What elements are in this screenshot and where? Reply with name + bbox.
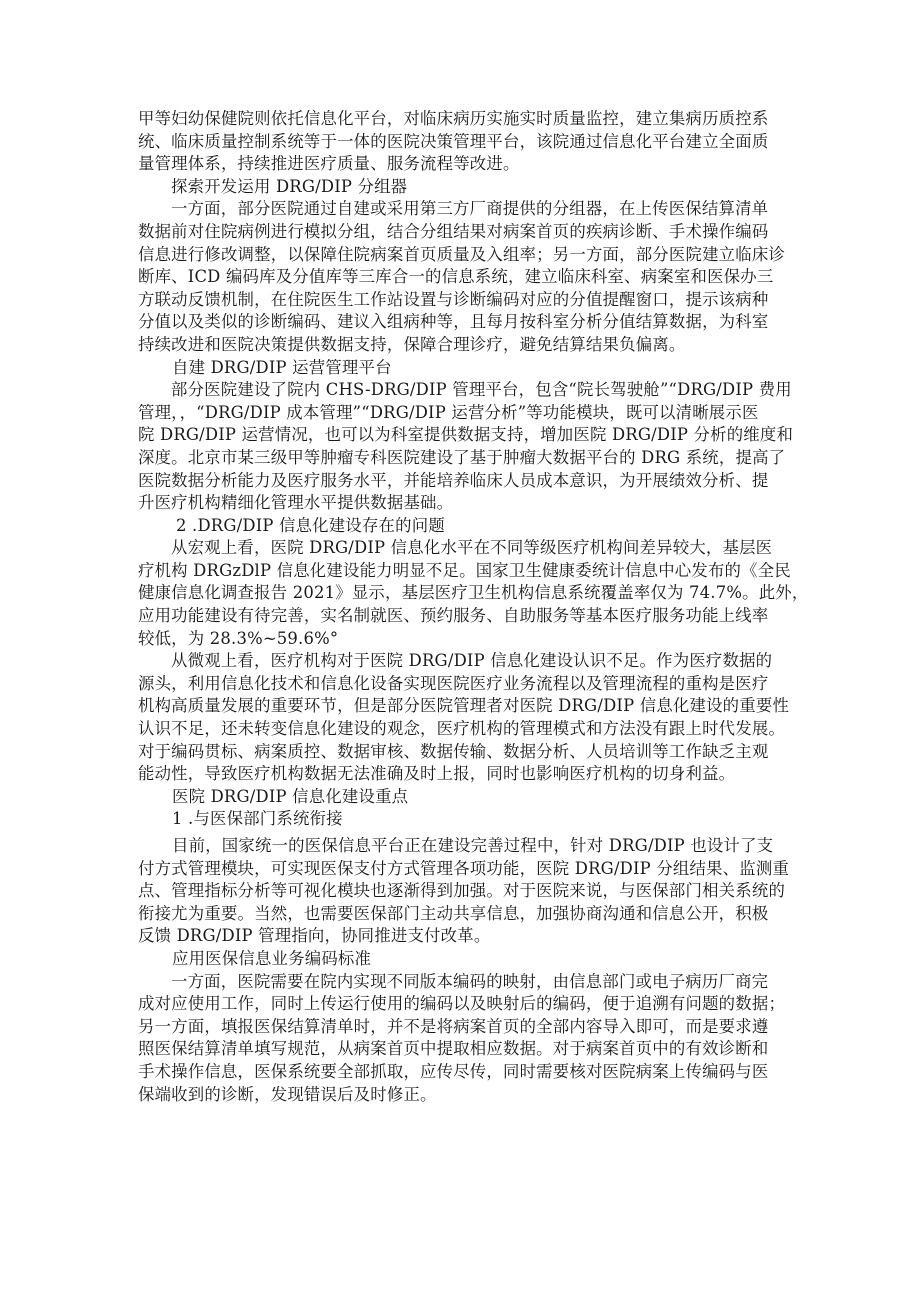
text-line: 较低，为 28.3%~59.6%° [138, 628, 339, 648]
paragraph [138, 537, 809, 650]
subsection-heading: 1 .与医保部门系统衔接 [172, 809, 343, 829]
text-line: 管理，，“DRG/DIP 成本管理”“DRG/DIP 运营分析”等功能模块，既可以清晰展示医 [138, 402, 759, 422]
text-line: 医院数据分析能力及医疗服务水平，并能培养临床人员成本意识，为开展绩效分析、提 [138, 470, 769, 490]
text-line: 机构高质量发展的重要环节，但是部分医院管理者对医院 DRG/DIP 信息化建设的重要性 [138, 696, 790, 716]
text-line: 能动性，导致医疗机构数据无法准确及时上报，同时也影响医疗机构的切身利益。 [138, 764, 736, 784]
text-line: 成对应使用工作，同时上传运行使用的编码以及映射后的编码，便于追溯有问题的数据； [138, 994, 786, 1014]
paragraph [138, 108, 790, 176]
text-line: 院 DRG/DIP 运营情况，也可以为科室提供数据支持，增加医院 DRG/DIP 分析的维度和 [138, 425, 794, 445]
text-line: 付方式管理模块，可实现医保支付方式管理各项功能，医院 DRG/DIP 分组结果、监测重 [138, 858, 790, 878]
text-line: 疗机构 DRGzDlP 信息化建设能力明显不足。国家卫生健康委统计信息中心发布的《全民 [138, 560, 791, 580]
section-heading: 应用医保信息业务编码标准 [172, 948, 372, 968]
text-line: 手术操作信息，医保系统要全部抓取，应传尽传，同时需要核对医院病案上传编码与医 [138, 1061, 769, 1081]
text-line: 量管理体系，持续推进医疗质量、服务流程等改进。 [138, 154, 520, 174]
text-line: 认识不足，还未转变信息化建设的观念，医疗机构的管理模式和方法没有跟上时代发展。 [138, 719, 786, 739]
text-line: 深度。北京市某三级甲等肿瘤专科医院建设了基于肿瘤大数据平台的 DRG 系统，提高了 [138, 447, 786, 467]
text-line: 升医疗机构精细化管理水平提供数据基础。 [138, 493, 454, 513]
text-line: 方联动反馈机制，在住院医生工作站设置与诊断编码对应的分值提醒窗口，提示该病种 [138, 289, 769, 309]
text-line: 应用功能建设有待完善，实名制就医、预约服务、自助服务等基本医疗服务功能上线率 [138, 606, 769, 626]
text-line: 保端收到的诊断，发现错误后及时修正。 [138, 1084, 437, 1104]
section-heading: 医院 DRG/DIP 信息化建设重点 [172, 786, 409, 806]
text-line: 另一方面，填报医保结算清单时，并不是将病案首页的全部内容导入即可，而是要求遵 [138, 1016, 769, 1036]
text-line: 健康信息化调查报告 2021》显示，基层医疗卫生机构信息系统覆盖率仅为 74.7%。此外， [138, 583, 809, 603]
paragraph [138, 650, 790, 786]
text-line: 甲等妇幼保健院则依托信息化平台，对临床病历实施实时质量监控，建立集病历质控系 [138, 109, 769, 128]
paragraph [138, 379, 794, 515]
paragraph [138, 835, 790, 948]
paragraph [138, 198, 790, 356]
paragraph [138, 971, 790, 1107]
text-line: 统、临床质量控制系统等于一体的医院决策管理平台，该院通过信息化平台建立全面质 [138, 131, 769, 151]
text-line: 一方面，部分医院通过自建或采用第三方厂商提供的分组器，在上传医保结算清单 [171, 199, 769, 219]
text-line: 衔接尤为重要。当然，也需要医保部门主动共享信息，加强协商沟通和信息公开，积极 [138, 903, 769, 923]
text-line: 点、管理指标分析等可视化模块也逐渐得到加强。对于医院来说，与医保部门相关系统的 [138, 881, 786, 901]
text-line: 一方面，医院需要在院内实现不同版本编码的映射，由信息部门或电子病历厂商完 [171, 971, 769, 991]
text-line: 信息进行修改调整，以保障住院病案首页质量及入组率；另一方面，部分医院建立临床诊 [138, 244, 786, 264]
text-line: 源头，利用信息化技术和信息化设备实现医院医疗业务流程以及管理流程的重构是医疗 [138, 673, 769, 693]
text-line: 从宏观上看，医院 DRG/DIP 信息化水平在不同等级医疗机构间差异较大，基层医 [171, 538, 773, 558]
text-line: 从微观上看，医疗机构对于医院 DRG/DIP 信息化建设认识不足。作为医疗数据的 [171, 651, 773, 671]
text-line: 部分医院建设了院内 CHS-DRG/DIP 管理平台，包含“院长驾驶舱”“DRG/DIP 费用 [171, 380, 792, 400]
section-heading: 2 .DRG/DIP 信息化建设存在的问题 [176, 515, 445, 535]
text-line: 分值以及类似的诊断编码、建议入组病种等，且每月按科室分析分值结算数据，为科室 [138, 312, 769, 332]
text-line: 断库、ICD 编码库及分值库等三库合一的信息系统，建立临床科室、病案室和医保办三 [138, 267, 774, 287]
text-line: 数据前对住院病例进行模拟分组，结合分组结果对病案首页的疾病诊断、手术操作编码 [138, 221, 769, 241]
section-heading: 自建 DRG/DIP 运营管理平台 [172, 357, 392, 377]
text-line: 反馈 DRG/DIP 管理指向，协同推进支付改革。 [138, 926, 491, 946]
section-heading: 探索开发运用 DRG/DIP 分组器 [171, 176, 408, 196]
text-line: 照医保结算清单填写规范，从病案首页中提取相应数据。对于病案首页中的有效诊断和 [138, 1039, 769, 1059]
text-line: 目前，国家统一的医保信息平台正在建设完善过程中，针对 DRG/DIP 也设计了支 [172, 836, 774, 855]
text-line: 对于编码贯标、病案质控、数据审核、数据传输、数据分析、人员培训等工作缺乏主观 [138, 741, 769, 761]
text-line: 持续改进和医院决策提供数据支持，保障合理诊疗，避免结算结果负偏离。 [138, 334, 686, 354]
document-body [138, 108, 809, 1106]
